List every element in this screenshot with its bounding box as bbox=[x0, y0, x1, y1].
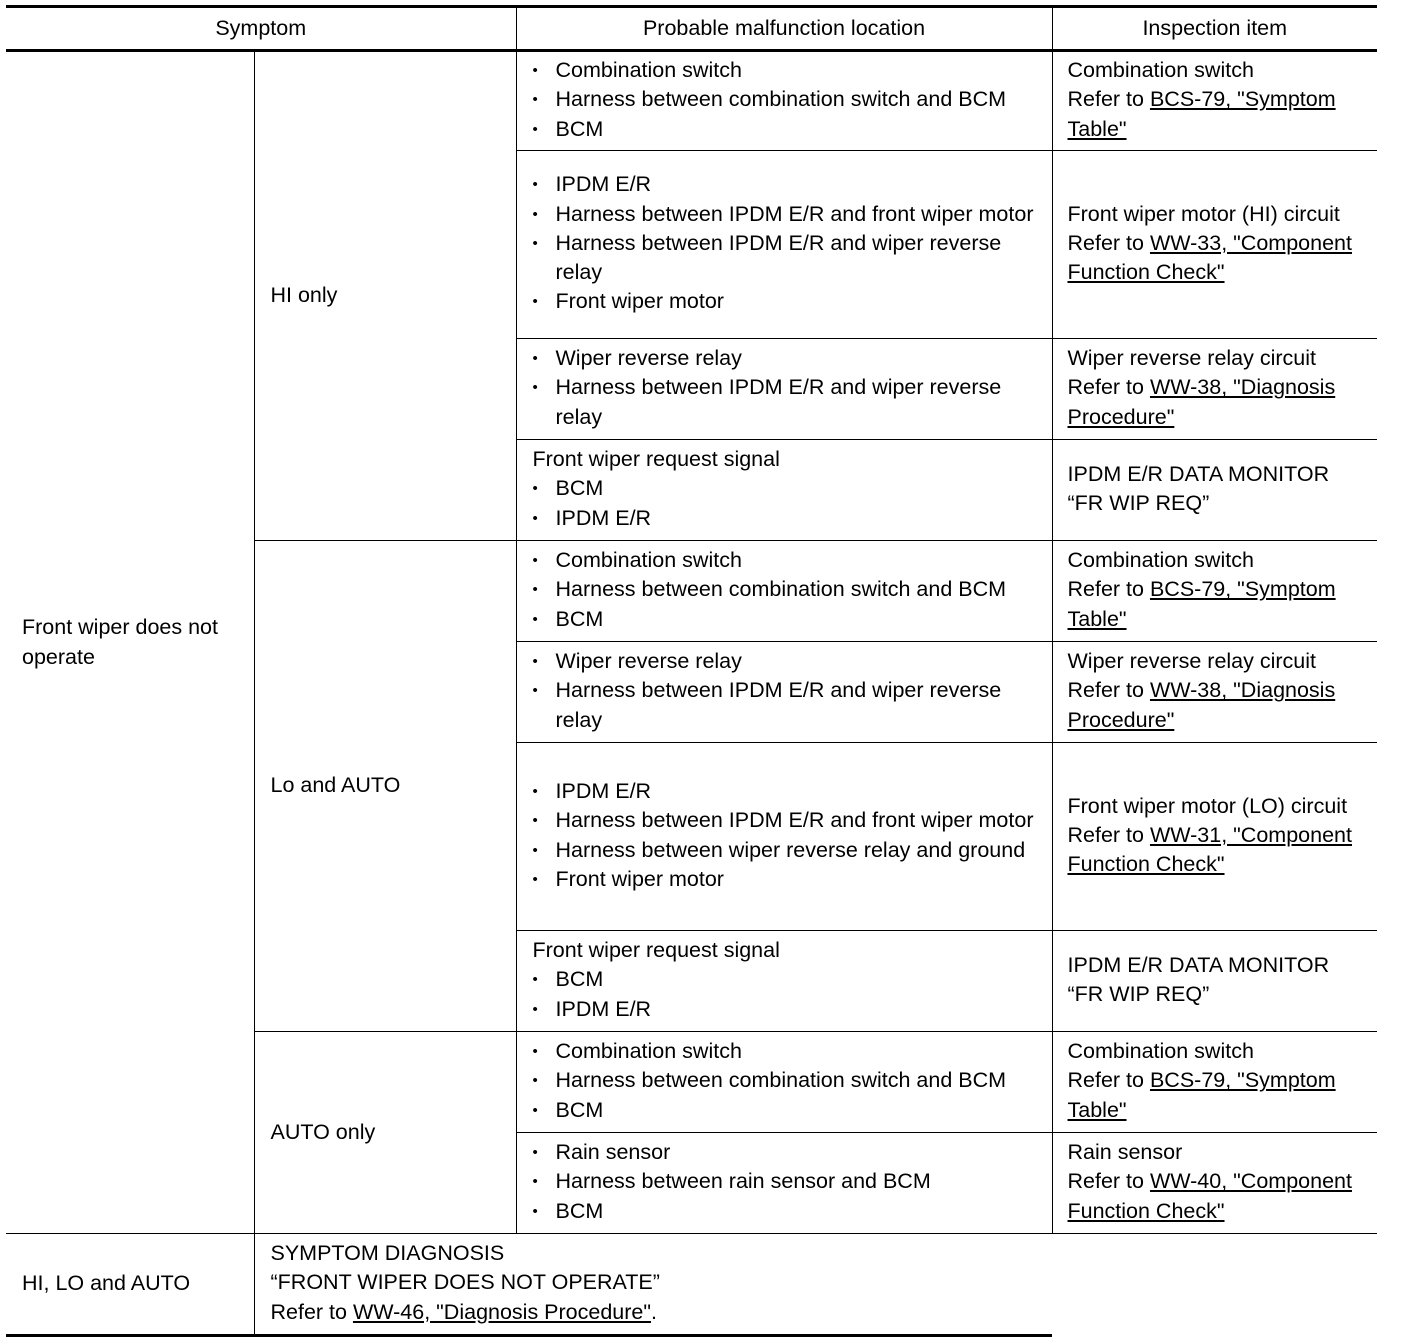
inspection-cell bbox=[1052, 642, 1377, 743]
location-item: • BCM bbox=[533, 965, 1046, 994]
location-item: • Combination switch bbox=[533, 1037, 1046, 1066]
final-line-1: SYMPTOM DIAGNOSIS bbox=[270, 1241, 505, 1266]
location-list bbox=[533, 56, 1046, 144]
inspection-cell bbox=[1052, 931, 1377, 1032]
inspection-ref bbox=[1068, 489, 1374, 518]
inspection-ref-link[interactable]: WW-31, "Component Function Check" bbox=[1067, 822, 1352, 877]
sub-symptom-cell: HI only bbox=[254, 51, 516, 541]
inspection-ref bbox=[1068, 980, 1374, 1009]
final-line-2: “FRONT WIPER DOES NOT OPERATE” bbox=[270, 1270, 660, 1295]
inspection-ref-link[interactable]: WW-38, "Diagnosis Procedure" bbox=[1067, 375, 1336, 429]
final-ref-prefix: Refer to bbox=[270, 1299, 353, 1324]
sub-symptom-cell: Lo and AUTO bbox=[254, 541, 516, 1032]
symptom-cell: Front wiper does not operate bbox=[6, 51, 254, 1234]
inspection-ref-link[interactable]: WW-33, "Component Function Check" bbox=[1067, 230, 1352, 285]
sub-symptom-cell: AUTO only bbox=[254, 1032, 516, 1234]
location-item: • Wiper reverse relay bbox=[533, 344, 1046, 373]
inspection-ref bbox=[1068, 1167, 1374, 1225]
inspection-cell bbox=[1052, 1032, 1377, 1133]
location-item: • BCM bbox=[533, 474, 1046, 503]
inspection-ref bbox=[1068, 821, 1374, 879]
inspection-ref bbox=[1068, 575, 1374, 633]
inspection-title: IPDM E/R DATA MONITOR bbox=[1067, 461, 1330, 486]
inspection-ref bbox=[1068, 373, 1374, 431]
location-cell bbox=[516, 440, 1052, 541]
inspection-cell bbox=[1052, 541, 1377, 642]
location-cell bbox=[516, 51, 1052, 151]
symptom-table-body bbox=[6, 7, 1377, 1336]
inspection-ref-prefix: Refer to bbox=[1067, 1068, 1150, 1093]
inspection-ref bbox=[1068, 229, 1374, 287]
inspection-ref-link[interactable]: BCS-79, "Symptom Table" bbox=[1067, 1068, 1336, 1122]
location-cell bbox=[516, 1133, 1052, 1234]
location-item: • Harness between combination switch and BCM bbox=[533, 85, 1046, 114]
location-item: • Harness between IPDM E/R and front wiper motor bbox=[533, 200, 1046, 229]
table-header-row bbox=[6, 7, 1377, 51]
location-item: • IPDM E/R bbox=[533, 777, 1046, 806]
location-item: • Harness between combination switch and BCM bbox=[533, 575, 1046, 604]
location-list bbox=[533, 965, 1046, 1023]
inspection-ref bbox=[1068, 1066, 1374, 1124]
location-item: • Harness between IPDM E/R and wiper reverse relay bbox=[533, 229, 1046, 287]
location-item: • BCM bbox=[533, 1197, 1046, 1226]
inspection-title: Wiper reverse relay circuit bbox=[1067, 649, 1316, 674]
location-list bbox=[533, 777, 1046, 894]
location-item: • IPDM E/R bbox=[533, 995, 1046, 1024]
inspection-title: Combination switch bbox=[1067, 1039, 1254, 1064]
location-item: • IPDM E/R bbox=[533, 170, 1046, 199]
inspection-ref-prefix: “FR WIP REQ” bbox=[1067, 491, 1210, 515]
location-cell bbox=[516, 1032, 1052, 1133]
inspection-ref bbox=[1068, 676, 1374, 734]
location-list bbox=[533, 344, 1046, 432]
inspection-ref-prefix: “FR WIP REQ” bbox=[1067, 982, 1210, 1006]
inspection-title: Combination switch bbox=[1067, 548, 1254, 573]
sub-symptom-cell: HI, LO and AUTO bbox=[6, 1234, 254, 1336]
location-item: • Harness between IPDM E/R and front wiper motor bbox=[533, 806, 1046, 835]
location-item: • Harness between wiper reverse relay and ground bbox=[533, 836, 1046, 865]
inspection-title: Combination switch bbox=[1067, 58, 1254, 83]
location-list bbox=[533, 1037, 1046, 1125]
location-cell bbox=[516, 931, 1052, 1032]
location-item: • Front wiper motor bbox=[533, 287, 1046, 316]
location-list bbox=[533, 647, 1046, 735]
inspection-cell bbox=[1052, 1133, 1377, 1234]
inspection-ref-link[interactable]: BCS-79, "Symptom Table" bbox=[1067, 577, 1336, 631]
inspection-ref-prefix: Refer to bbox=[1067, 822, 1150, 847]
document-page bbox=[6, 5, 1377, 1337]
location-cell bbox=[516, 151, 1052, 339]
inspection-ref-prefix: Refer to bbox=[1067, 87, 1150, 112]
inspection-cell bbox=[1052, 743, 1377, 931]
location-item: • Harness between rain sensor and BCM bbox=[533, 1167, 1046, 1196]
inspection-ref-link[interactable]: BCS-79, "Symptom Table" bbox=[1067, 87, 1336, 141]
location-item: • Combination switch bbox=[533, 56, 1046, 85]
header-location: Probable malfunction location bbox=[516, 7, 1052, 51]
location-list bbox=[533, 474, 1046, 532]
inspection-title: IPDM E/R DATA MONITOR bbox=[1067, 952, 1330, 977]
location-item: • IPDM E/R bbox=[533, 504, 1046, 533]
location-item: • Wiper reverse relay bbox=[533, 647, 1046, 676]
location-item: • Harness between combination switch and BCM bbox=[533, 1066, 1046, 1095]
inspection-cell bbox=[1052, 440, 1377, 541]
inspection-cell bbox=[1052, 339, 1377, 440]
inspection-ref-prefix: Refer to bbox=[1067, 375, 1150, 400]
location-intro: Front wiper request signal bbox=[532, 447, 780, 472]
location-item: • Combination switch bbox=[533, 546, 1046, 575]
location-list bbox=[533, 1138, 1046, 1226]
location-list bbox=[533, 546, 1046, 634]
location-item: • BCM bbox=[533, 115, 1046, 144]
inspection-title: Rain sensor bbox=[1067, 1140, 1183, 1165]
inspection-cell bbox=[1052, 51, 1377, 151]
inspection-ref-prefix: Refer to bbox=[1067, 230, 1150, 255]
final-ref-suffix: . bbox=[651, 1299, 657, 1324]
final-diagnosis-cell bbox=[254, 1234, 1052, 1336]
location-item: • Front wiper motor bbox=[533, 865, 1046, 894]
location-item: • Harness between IPDM E/R and wiper reverse relay bbox=[533, 676, 1046, 734]
inspection-ref-link[interactable]: WW-40, "Component Function Check" bbox=[1067, 1169, 1352, 1223]
inspection-ref-prefix: Refer to bbox=[1067, 1169, 1150, 1194]
inspection-title: Front wiper motor (LO) circuit bbox=[1067, 793, 1348, 818]
inspection-ref bbox=[1068, 85, 1374, 143]
location-cell bbox=[516, 642, 1052, 743]
inspection-ref-prefix: Refer to bbox=[1067, 577, 1150, 602]
location-cell bbox=[516, 541, 1052, 642]
inspection-cell bbox=[1052, 151, 1377, 339]
location-cell bbox=[516, 743, 1052, 931]
location-item: • Harness between IPDM E/R and wiper reverse relay bbox=[533, 373, 1046, 431]
inspection-ref-prefix: Refer to bbox=[1067, 678, 1150, 703]
inspection-title: Front wiper motor (HI) circuit bbox=[1067, 201, 1340, 226]
location-list bbox=[533, 170, 1046, 316]
inspection-ref-link[interactable]: WW-38, "Diagnosis Procedure" bbox=[1067, 678, 1336, 732]
table-row bbox=[6, 1234, 1377, 1336]
header-inspection: Inspection item bbox=[1052, 7, 1377, 51]
final-ref bbox=[271, 1298, 1047, 1327]
location-item: • BCM bbox=[533, 1096, 1046, 1125]
header-symptom: Symptom bbox=[6, 7, 516, 51]
location-intro: Front wiper request signal bbox=[532, 938, 780, 963]
final-ref-link[interactable]: WW-46, "Diagnosis Procedure" bbox=[352, 1299, 652, 1324]
table-row bbox=[6, 51, 1377, 151]
location-item: • BCM bbox=[533, 605, 1046, 634]
location-cell bbox=[516, 339, 1052, 440]
symptom-table bbox=[6, 5, 1377, 1337]
inspection-title: Wiper reverse relay circuit bbox=[1067, 346, 1316, 371]
location-item: • Rain sensor bbox=[533, 1138, 1046, 1167]
